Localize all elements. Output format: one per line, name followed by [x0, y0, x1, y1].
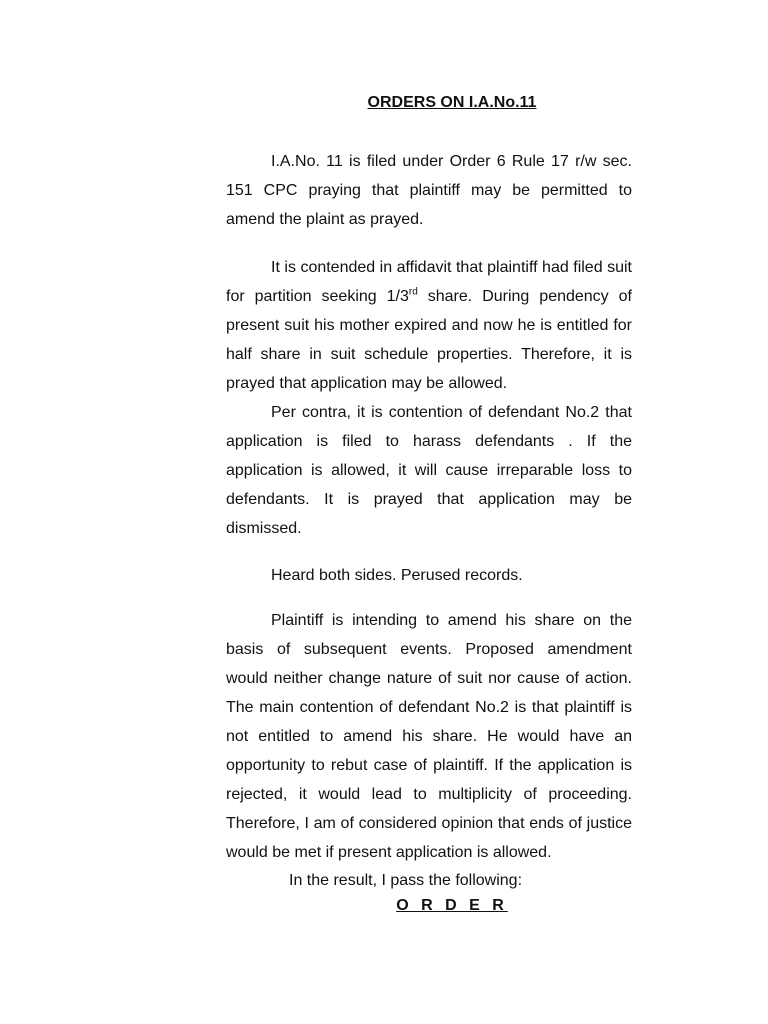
paragraph-text: Heard both sides. Perused records. [271, 567, 523, 584]
paragraph-text: Per contra, it is contention of defendant No.2 that application is filed to harass defendants . If the application is allowed, it will cause irreparable loss to defendants. It is prayed that application may be dismissed. [226, 404, 632, 537]
paragraph-defendant-contention [226, 398, 632, 543]
paragraph-text [226, 253, 632, 398]
document-title: ORDERS ON I.A.No.11 [367, 94, 537, 111]
paragraph-text: Plaintiff is intending to amend his share on the basis of subsequent events. Proposed amendment would neither change nature of suit nor cause of action. The main contention of defendant No.2 is that plaintiff is not entitled to amend his share. He would have an opportunity to rebut case of plaintiff. If the application is rejected, it would lead to multiplicity of proceeding. Therefore, I am of considered opinion that ends of justice would be met if present application is allowed. [226, 612, 632, 861]
paragraph-affidavit-contention [226, 253, 632, 398]
paragraph-reasoning [226, 606, 632, 867]
paragraph-text: I.A.No. 11 is filed under Order 6 Rule 17 r/w sec. 151 CPC praying that plaintiff may be permitted to amend the plaint as prayed. [226, 153, 632, 228]
paragraph-result: In the result, I pass the following: [289, 872, 523, 889]
title-container [226, 94, 632, 112]
ordinal-superscript: rd [408, 286, 418, 298]
paragraph-heard [226, 561, 632, 590]
order-heading-container [226, 897, 632, 915]
contention-text-start: It is contended in affidavit that plaintiff had filed suit for partition seeking 1/3 [226, 259, 632, 305]
order-heading: O R D E R [396, 897, 508, 914]
paragraph-application-filed [226, 147, 632, 234]
contention-text-end: share. During pendency of present suit his mother expired and now he is entitled for half share in suit schedule properties. Therefore, it is prayed that application may be allowed. [226, 288, 632, 392]
